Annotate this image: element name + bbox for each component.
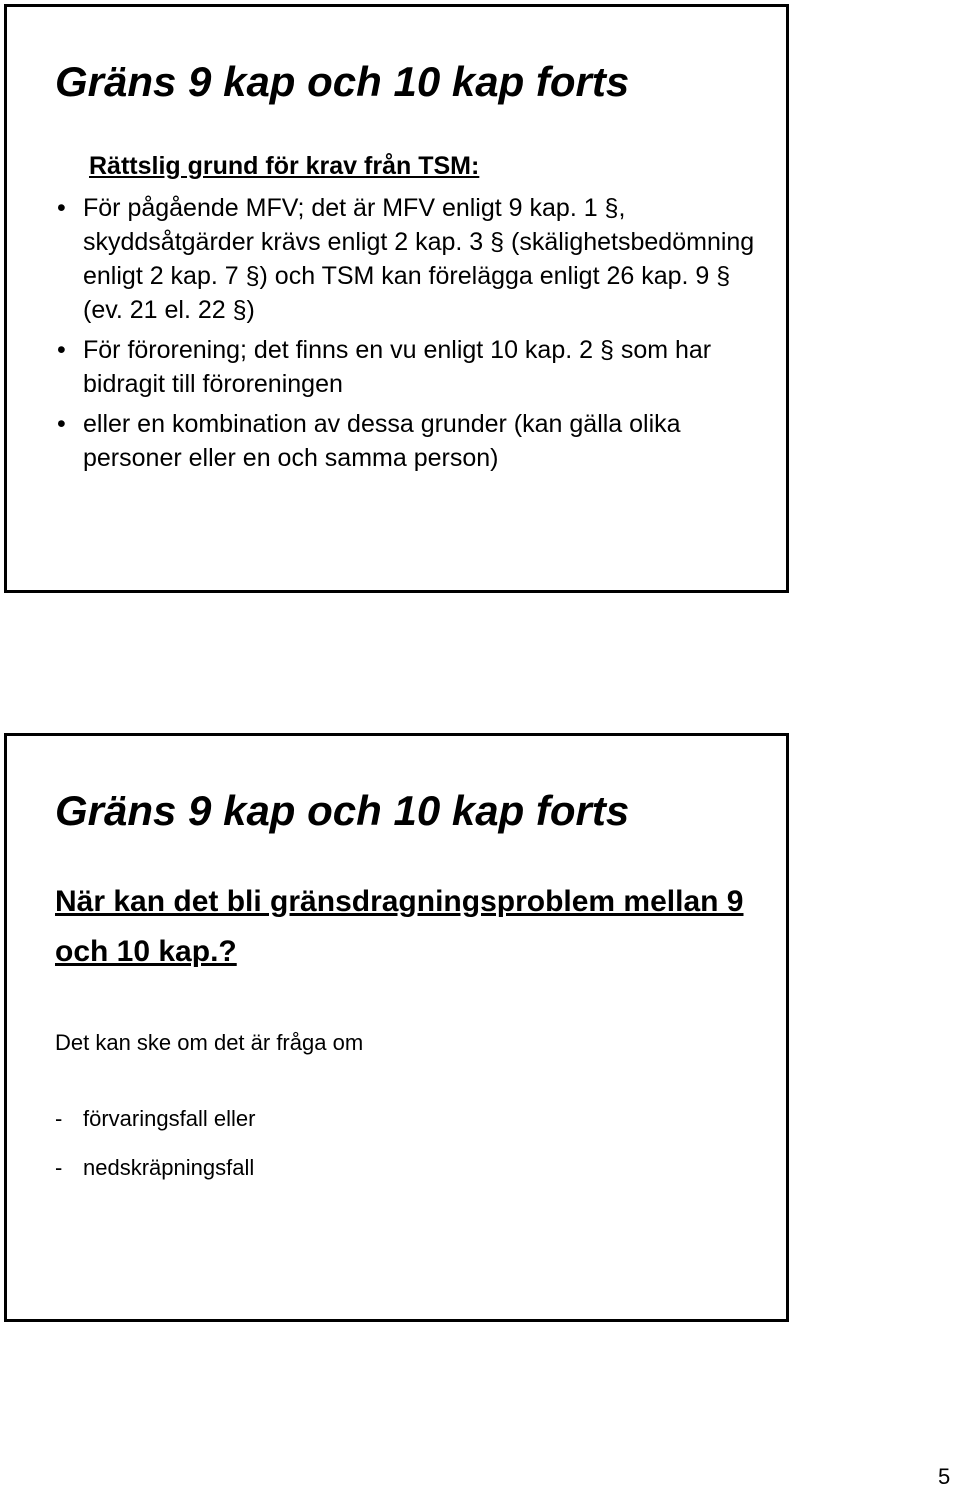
- slide-1: [4, 4, 789, 593]
- slide-2-title: Gräns 9 kap och 10 kap forts: [55, 787, 630, 834]
- slide-1-subheading: Rättslig grund för krav från TSM:: [89, 152, 480, 180]
- list-item: [55, 1108, 255, 1130]
- slide-2-intro: Det kan ske om det är fråga om: [55, 1030, 364, 1055]
- bullet-item: [55, 191, 755, 327]
- dash-marker: -: [55, 1155, 63, 1180]
- dash-marker: -: [55, 1106, 63, 1131]
- bullet-item: [55, 407, 755, 475]
- bullet-text: För pågående MFV; det är MFV enligt 9 kap. 1 §, skyddsåtgärder krävs enligt 2 kap. 3 § (skälighetsbedömning enligt 2 kap. 7 §) och TSM kan förelägga enligt 26 kap. 9 § (ev. 21 el. 22 §): [83, 194, 755, 324]
- bullet-item: [55, 333, 755, 401]
- list-item-text: förvaringsfall eller: [83, 1106, 256, 1131]
- slide-2: [4, 733, 789, 1322]
- slide-1-bullet-list: [55, 191, 755, 481]
- bullet-text: För förorening; det finns en vu enligt 10 kap. 2 § som har bidragit till föroreningen: [83, 336, 712, 398]
- bullet-icon: •: [57, 336, 66, 364]
- bullet-icon: •: [57, 194, 66, 222]
- slide-1-title: Gräns 9 kap och 10 kap forts: [55, 58, 630, 105]
- list-item: [55, 1157, 254, 1179]
- bullet-text: eller en kombination av dessa grunder (kan gälla olika personer eller en och samma person): [83, 410, 681, 472]
- page-number: 5: [938, 1464, 951, 1489]
- list-item-text: nedskräpningsfall: [83, 1155, 255, 1180]
- bullet-icon: •: [57, 410, 66, 438]
- slide-2-subheading: När kan det bli gränsdragningsproblem mellan 9 och 10 kap.?: [55, 885, 744, 968]
